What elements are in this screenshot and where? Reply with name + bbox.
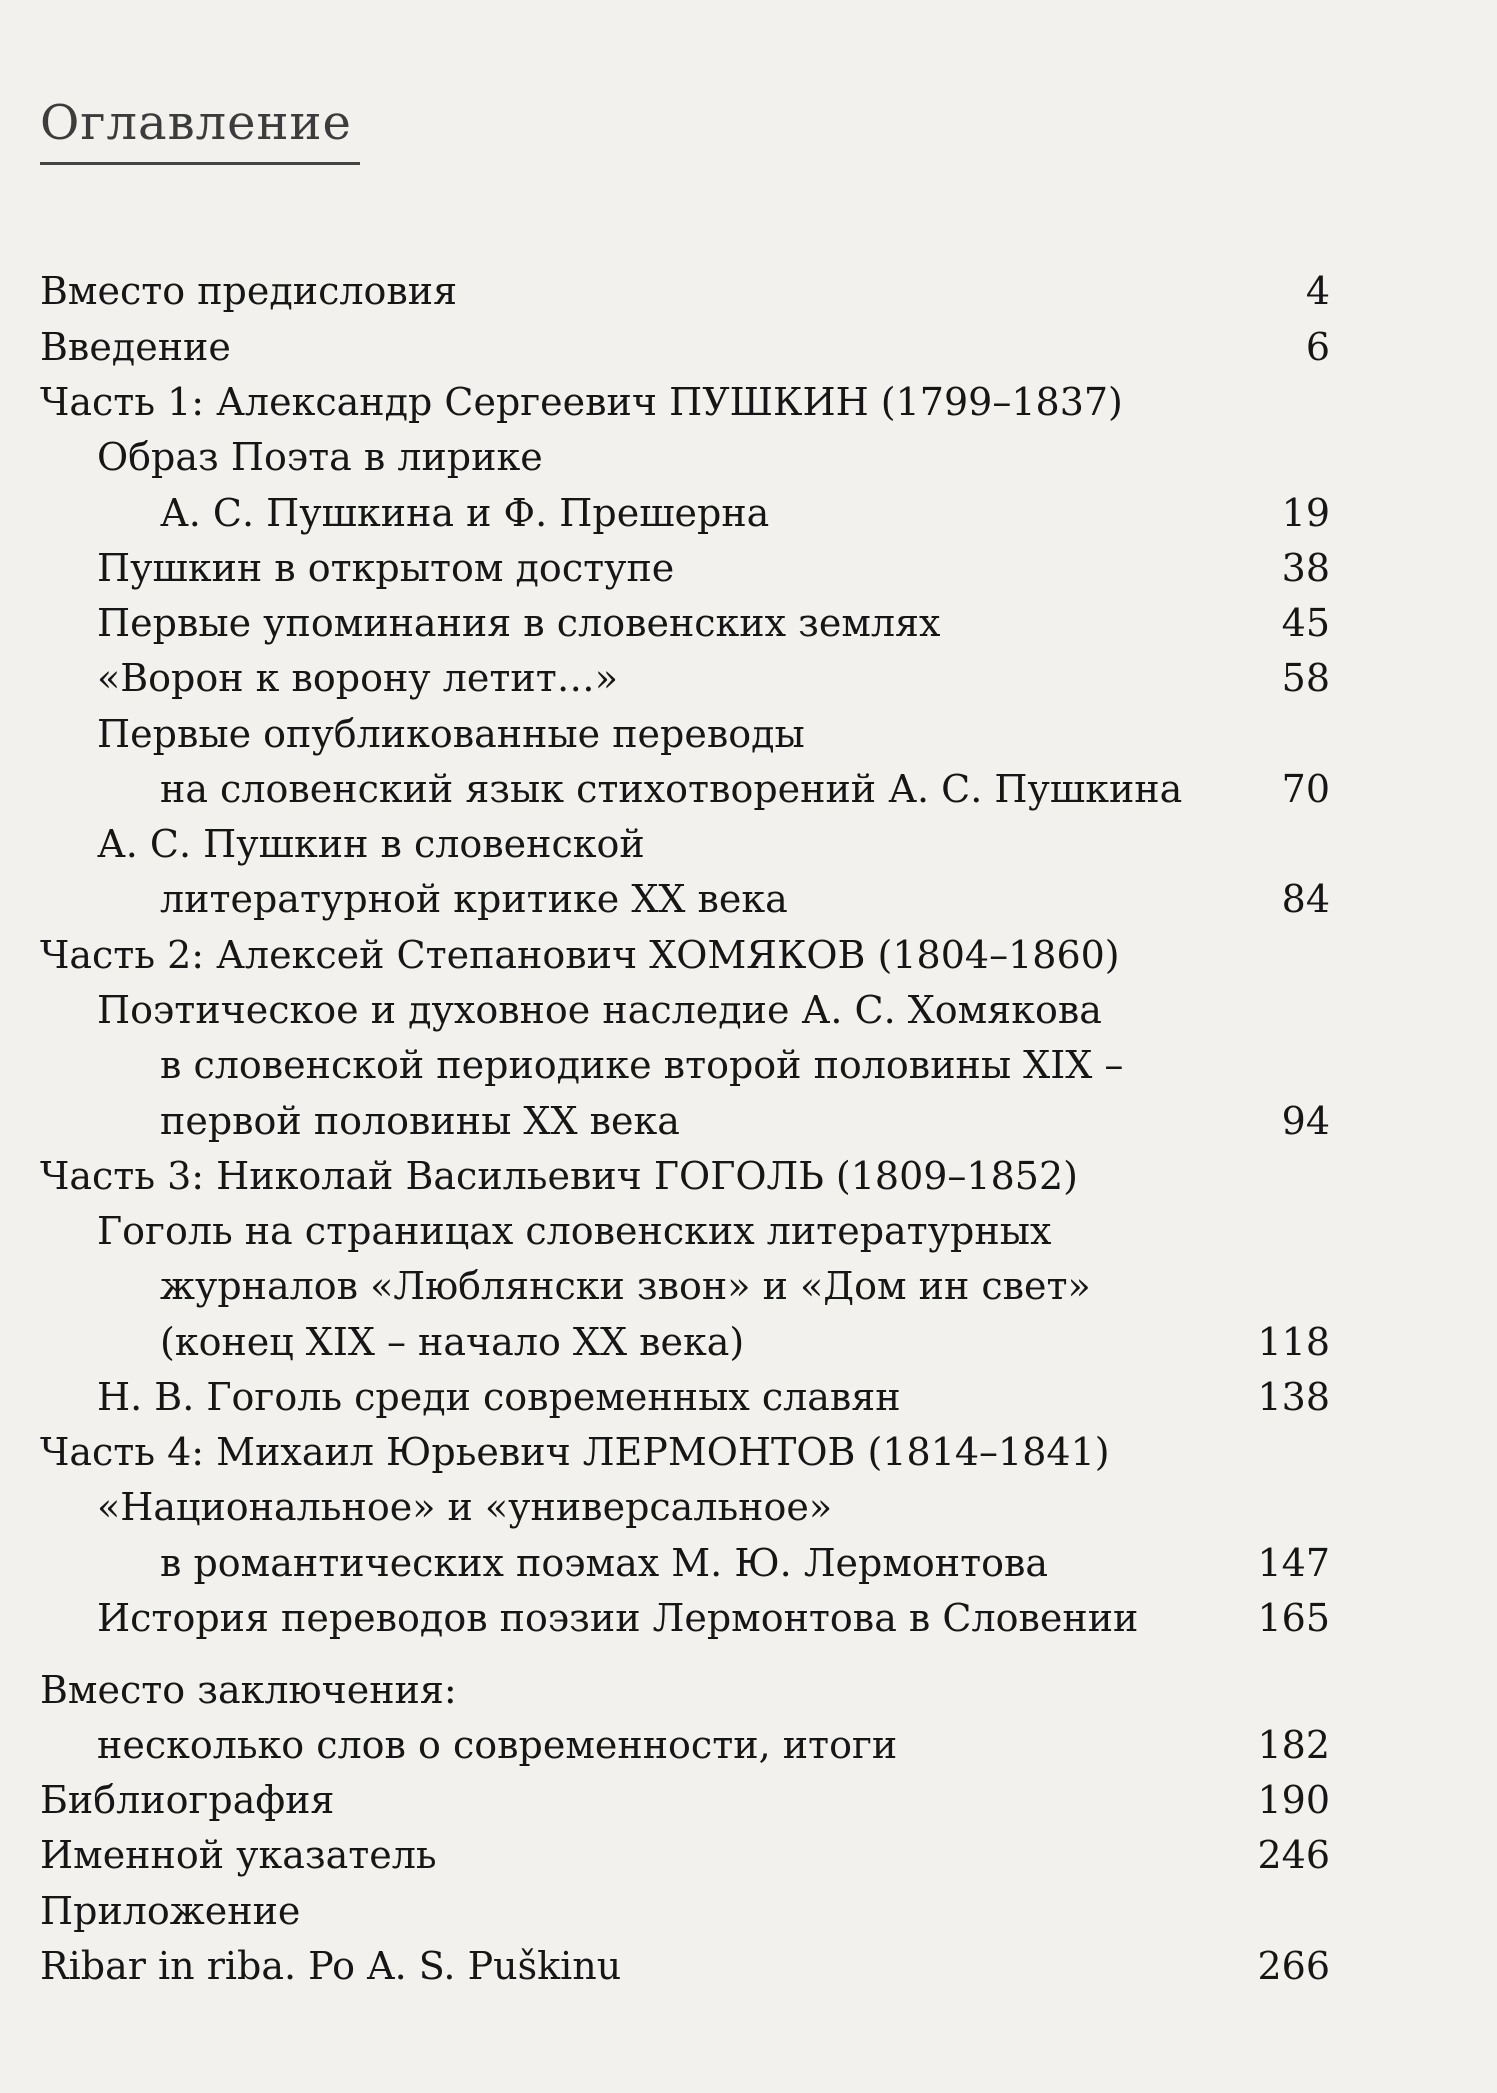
toc-entry: «Национальное» и «универсальное» [97, 1485, 833, 1529]
toc-page-number: 70 [1281, 767, 1330, 811]
toc-part-heading: Часть 4: Михаил Юрьевич ЛЕРМОНТОВ (1814–1841) [40, 1430, 1110, 1474]
toc-entry: Н. В. Гоголь среди современных славян [97, 1375, 901, 1419]
toc-entry: Пушкин в открытом доступе [97, 546, 675, 590]
toc-title: Оглавление [40, 95, 352, 151]
toc-entry: Поэтическое и духовное наследие А. С. Хомякова [97, 988, 1102, 1032]
toc-page-number: 19 [1281, 491, 1330, 535]
toc-entry: Библиография [40, 1778, 335, 1822]
toc-entry: журналов «Люблянски звон» и «Дом ин свет» [160, 1264, 1091, 1308]
toc-entry: первой половины XX века [160, 1099, 680, 1143]
toc-page-number: 45 [1281, 601, 1330, 645]
toc-part-heading: Часть 3: Николай Васильевич ГОГОЛЬ (1809–1852) [40, 1154, 1078, 1198]
toc-page-number: 58 [1281, 656, 1330, 700]
toc-page-number: 147 [1257, 1541, 1330, 1585]
toc-page-number: 246 [1257, 1833, 1330, 1877]
toc-entry: Образ Поэта в лирике [97, 435, 543, 479]
toc-entry: Первые упоминания в словенских землях [97, 601, 941, 645]
toc-entry: История переводов поэзии Лермонтова в Словении [97, 1596, 1139, 1640]
toc-entry: Гоголь на страницах словенских литературных [97, 1209, 1052, 1253]
toc-entry: Ribar in riba. Po A. S. Puškinu [40, 1944, 622, 1988]
toc-page-number: 190 [1257, 1778, 1330, 1822]
title-underline [40, 162, 360, 165]
toc-entry: (конец XIX – начало XX века) [160, 1320, 745, 1364]
toc-entry: в романтических поэмах М. Ю. Лермонтова [160, 1541, 1049, 1585]
toc-entry: А. С. Пушкин в словенской [97, 822, 645, 866]
toc-entry: А. С. Пушкина и Ф. Прешерна [160, 491, 770, 535]
toc-entry: несколько слов о современности, итоги [97, 1723, 898, 1767]
toc-entry: Приложение [40, 1889, 301, 1933]
toc-entry: в словенской периодике второй половины XIX – [160, 1043, 1124, 1087]
toc-entry: Первые опубликованные переводы [97, 712, 805, 756]
toc-entry: на словенский язык стихотворений А. С. Пушкина [160, 767, 1183, 811]
toc-entry: литературной критике XX века [160, 877, 788, 921]
toc-entry: «Ворон к ворону летит…» [97, 656, 618, 700]
toc-entry: Введение [40, 325, 231, 369]
toc-page-number: 38 [1281, 546, 1330, 590]
toc-page-number: 4 [1305, 269, 1330, 313]
toc-page-number: 84 [1281, 877, 1330, 921]
toc-entry: Вместо предисловия [40, 269, 458, 313]
toc-entry: Вместо заключения: [40, 1668, 457, 1712]
toc-part-heading: Часть 2: Алексей Степанович ХОМЯКОВ (1804–1860) [40, 933, 1120, 977]
toc-page-number: 182 [1257, 1723, 1330, 1767]
toc-page-number: 94 [1281, 1099, 1330, 1143]
toc-page-number: 138 [1257, 1375, 1330, 1419]
toc-part-heading: Часть 1: Александр Сергеевич ПУШКИН (1799–1837) [40, 380, 1123, 424]
toc-page-number: 266 [1257, 1944, 1330, 1988]
toc-entry: Именной указатель [40, 1833, 437, 1877]
toc-page-number: 6 [1305, 325, 1330, 369]
toc-page-number: 165 [1257, 1596, 1330, 1640]
toc-page-number: 118 [1257, 1320, 1330, 1364]
